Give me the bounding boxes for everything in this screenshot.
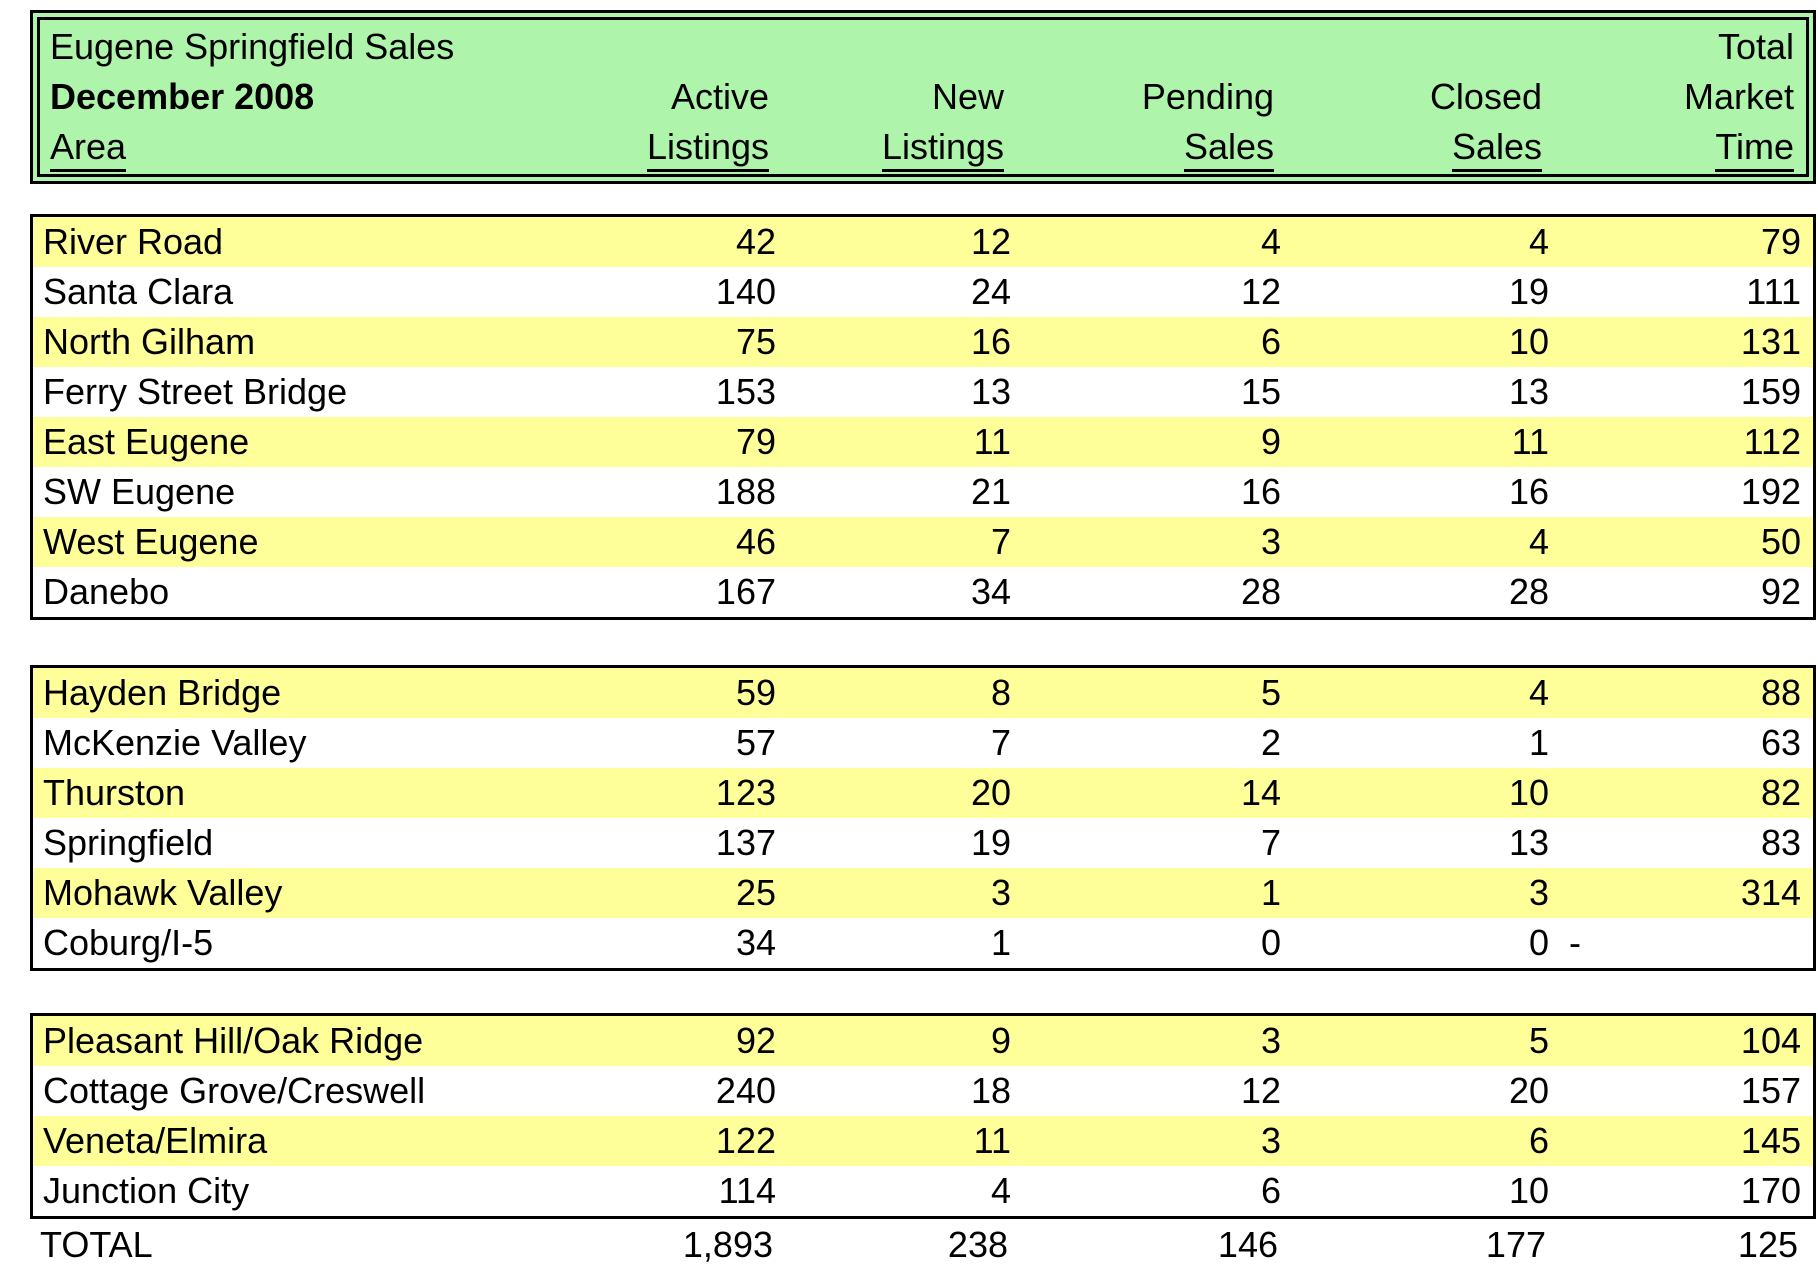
total-new-cell: 238 <box>947 1224 1008 1265</box>
new-listings-cell: 13 <box>970 371 1011 412</box>
area-cell: Mohawk Valley <box>43 872 283 913</box>
pending-sales-cell: 0 <box>1260 922 1281 963</box>
new-listings-cell: 9 <box>990 1020 1011 1061</box>
column-header-pending-sales <box>1016 122 1286 172</box>
column-header-new-listings <box>781 122 1016 172</box>
area-cell: Pleasant Hill/Oak Ridge <box>43 1020 424 1061</box>
new-listings-cell: 3 <box>990 872 1011 913</box>
new-listings-cell: 34 <box>970 571 1011 612</box>
table-row <box>33 567 1813 617</box>
active-listings-cell: 122 <box>715 1120 776 1161</box>
market-time-cell: 50 <box>1760 521 1801 562</box>
column-header-total: Total <box>1717 26 1794 67</box>
closed-sales-cell: 20 <box>1508 1070 1549 1111</box>
column-header-new: New <box>931 76 1004 117</box>
closed-sales-cell: 5 <box>1528 1020 1549 1061</box>
market-time-cell: 88 <box>1760 672 1801 713</box>
active-listings-cell: 137 <box>715 822 776 863</box>
header-line-2 <box>40 72 1806 122</box>
spacer <box>30 620 1816 665</box>
market-time-cell: 92 <box>1760 571 1801 612</box>
active-listings-cell: 140 <box>715 271 776 312</box>
active-listings-cell: 92 <box>735 1020 776 1061</box>
pending-sales-cell: 9 <box>1260 421 1281 462</box>
report-header <box>30 10 1816 184</box>
pending-sales-cell: 3 <box>1260 1120 1281 1161</box>
table-row <box>33 517 1813 567</box>
market-time-cell: 111 <box>1746 271 1801 312</box>
new-listings-cell: 20 <box>970 772 1011 813</box>
closed-sales-cell: 3 <box>1528 872 1549 913</box>
closed-sales-cell: 4 <box>1528 521 1549 562</box>
area-cell: Veneta/Elmira <box>43 1120 268 1161</box>
closed-sales-cell: 16 <box>1508 471 1549 512</box>
report-title: Eugene Springfield Sales <box>50 26 455 67</box>
area-cell: North Gilham <box>43 321 256 362</box>
market-time-cell: 157 <box>1740 1070 1801 1111</box>
pending-sales-cell: 4 <box>1260 221 1281 262</box>
pending-sales-cell: 1 <box>1260 872 1281 913</box>
new-listings-cell: 11 <box>973 421 1011 462</box>
total-pending-cell: 146 <box>1217 1224 1278 1265</box>
pending-sales-label: Sales <box>1184 126 1274 172</box>
closed-sales-cell: 13 <box>1508 822 1549 863</box>
area-cell: Coburg/I-5 <box>43 922 214 963</box>
table-row <box>33 768 1813 818</box>
active-listings-cell: 59 <box>735 672 776 713</box>
pending-sales-cell: 12 <box>1240 271 1281 312</box>
area-cell: Hayden Bridge <box>43 672 282 713</box>
active-listings-cell: 25 <box>735 872 776 913</box>
market-time-cell: 131 <box>1740 321 1801 362</box>
area-label: Area <box>50 126 126 172</box>
column-header-active-top <box>626 22 781 72</box>
active-listings-cell: 42 <box>735 221 776 262</box>
column-header-area <box>40 122 626 172</box>
area-cell: Ferry Street Bridge <box>43 371 348 412</box>
closed-sales-label: Sales <box>1452 126 1542 172</box>
closed-sales-cell: 13 <box>1508 371 1549 412</box>
active-listings-cell: 57 <box>735 722 776 763</box>
new-listings-cell: 7 <box>990 521 1011 562</box>
column-header-active: Active <box>670 76 769 117</box>
spacer <box>30 184 1816 214</box>
closed-sales-cell: 11 <box>1511 421 1549 462</box>
area-cell: East Eugene <box>43 421 250 462</box>
active-listings-cell: 167 <box>715 571 776 612</box>
new-listings-cell: 19 <box>970 822 1011 863</box>
total-market-cell: 125 <box>1737 1224 1798 1265</box>
active-listings-cell: 46 <box>735 521 776 562</box>
active-listings-cell: 153 <box>715 371 776 412</box>
closed-sales-cell: 1 <box>1528 722 1549 763</box>
column-header-market: Market <box>1683 76 1794 117</box>
area-cell: Cottage Grove/Creswell <box>43 1070 426 1111</box>
market-time-label: Time <box>1715 126 1794 172</box>
column-header-new-top <box>781 22 1016 72</box>
active-listings-cell: 114 <box>718 1170 776 1211</box>
pending-sales-cell: 12 <box>1240 1070 1281 1111</box>
column-header-market-time <box>1554 122 1806 172</box>
table-row <box>33 818 1813 868</box>
area-cell: Danebo <box>43 571 170 612</box>
area-cell: Springfield <box>43 822 214 863</box>
active-listings-label: Listings <box>647 126 769 172</box>
active-listings-cell: 123 <box>715 772 776 813</box>
new-listings-cell: 24 <box>970 271 1011 312</box>
market-time-cell: 170 <box>1740 1170 1801 1211</box>
table-row <box>33 1066 1813 1116</box>
pending-sales-cell: 28 <box>1240 571 1281 612</box>
spacer <box>30 971 1816 1013</box>
report-month: December 2008 <box>50 76 315 117</box>
table-group-1 <box>30 214 1816 620</box>
pending-sales-cell: 6 <box>1260 1170 1281 1211</box>
active-listings-cell: 34 <box>735 922 776 963</box>
area-cell: River Road <box>43 221 224 262</box>
new-listings-cell: 1 <box>990 922 1011 963</box>
new-listings-cell: 18 <box>970 1070 1011 1111</box>
area-cell: Thurston <box>43 772 186 813</box>
table-group-2 <box>30 665 1816 971</box>
active-listings-cell: 188 <box>715 471 776 512</box>
area-cell: West Eugene <box>43 521 259 562</box>
new-listings-cell: 4 <box>990 1170 1011 1211</box>
total-active-cell: 1,893 <box>682 1224 773 1265</box>
new-listings-cell: 16 <box>970 321 1011 362</box>
active-listings-cell: 240 <box>715 1070 776 1111</box>
area-cell: Santa Clara <box>43 271 234 312</box>
closed-sales-cell: 10 <box>1508 772 1549 813</box>
pending-sales-cell: 7 <box>1260 822 1281 863</box>
total-label: TOTAL <box>40 1224 153 1265</box>
area-cell: McKenzie Valley <box>43 722 307 763</box>
closed-sales-cell: 28 <box>1508 571 1549 612</box>
new-listings-label: Listings <box>882 126 1004 172</box>
table-row <box>33 417 1813 467</box>
market-time-cell: - <box>1569 922 1581 963</box>
table-row <box>33 367 1813 417</box>
market-time-cell: 112 <box>1743 421 1801 462</box>
active-listings-cell: 79 <box>735 421 776 462</box>
closed-sales-cell: 10 <box>1508 321 1549 362</box>
closed-sales-cell: 19 <box>1508 271 1549 312</box>
closed-sales-cell: 6 <box>1528 1120 1549 1161</box>
table-row <box>33 1116 1813 1166</box>
pending-sales-cell: 14 <box>1240 772 1281 813</box>
table-row <box>33 267 1813 317</box>
pending-sales-cell: 16 <box>1240 471 1281 512</box>
closed-sales-cell: 4 <box>1528 672 1549 713</box>
pending-sales-cell: 6 <box>1260 321 1281 362</box>
market-time-cell: 79 <box>1760 221 1801 262</box>
total-row <box>30 1219 1816 1269</box>
market-time-cell: 145 <box>1740 1120 1801 1161</box>
area-cell: Junction City <box>43 1170 250 1211</box>
market-time-cell: 82 <box>1760 772 1801 813</box>
column-header-closed-sales <box>1286 122 1554 172</box>
pending-sales-cell: 3 <box>1260 1020 1281 1061</box>
header-line-1 <box>40 22 1806 72</box>
closed-sales-cell: 10 <box>1508 1170 1549 1211</box>
market-time-cell: 104 <box>1740 1020 1801 1061</box>
new-listings-cell: 12 <box>970 221 1011 262</box>
pending-sales-cell: 5 <box>1260 672 1281 713</box>
table-group-3 <box>30 1013 1816 1219</box>
market-time-cell: 159 <box>1740 371 1801 412</box>
column-header-pending: Pending <box>1141 76 1274 117</box>
closed-sales-cell: 0 <box>1528 922 1549 963</box>
table-row <box>33 868 1813 918</box>
table-row <box>33 217 1813 267</box>
market-time-cell: 63 <box>1760 722 1801 763</box>
new-listings-cell: 11 <box>973 1120 1011 1161</box>
new-listings-cell: 8 <box>990 672 1011 713</box>
new-listings-cell: 21 <box>970 471 1011 512</box>
table-row <box>33 718 1813 768</box>
table-row <box>33 317 1813 367</box>
closed-sales-cell: 4 <box>1528 221 1549 262</box>
column-header-active-listings <box>626 122 781 172</box>
total-closed-cell: 177 <box>1485 1224 1546 1265</box>
active-listings-cell: 75 <box>735 321 776 362</box>
sales-table <box>30 10 1816 1269</box>
table-row <box>33 1016 1813 1066</box>
new-listings-cell: 7 <box>990 722 1011 763</box>
table-row <box>33 1166 1813 1216</box>
table-row <box>33 668 1813 718</box>
column-header-closed: Closed <box>1429 76 1542 117</box>
area-cell: SW Eugene <box>43 471 236 512</box>
market-time-cell: 314 <box>1740 872 1801 913</box>
header-line-3 <box>40 122 1806 172</box>
column-header-closed-top <box>1286 22 1554 72</box>
pending-sales-cell: 15 <box>1240 371 1281 412</box>
market-time-cell: 192 <box>1740 471 1801 512</box>
pending-sales-cell: 3 <box>1260 521 1281 562</box>
market-time-cell: 83 <box>1760 822 1801 863</box>
pending-sales-cell: 2 <box>1260 722 1281 763</box>
column-header-pending-top <box>1016 22 1286 72</box>
table-row <box>33 918 1813 968</box>
table-row <box>33 467 1813 517</box>
